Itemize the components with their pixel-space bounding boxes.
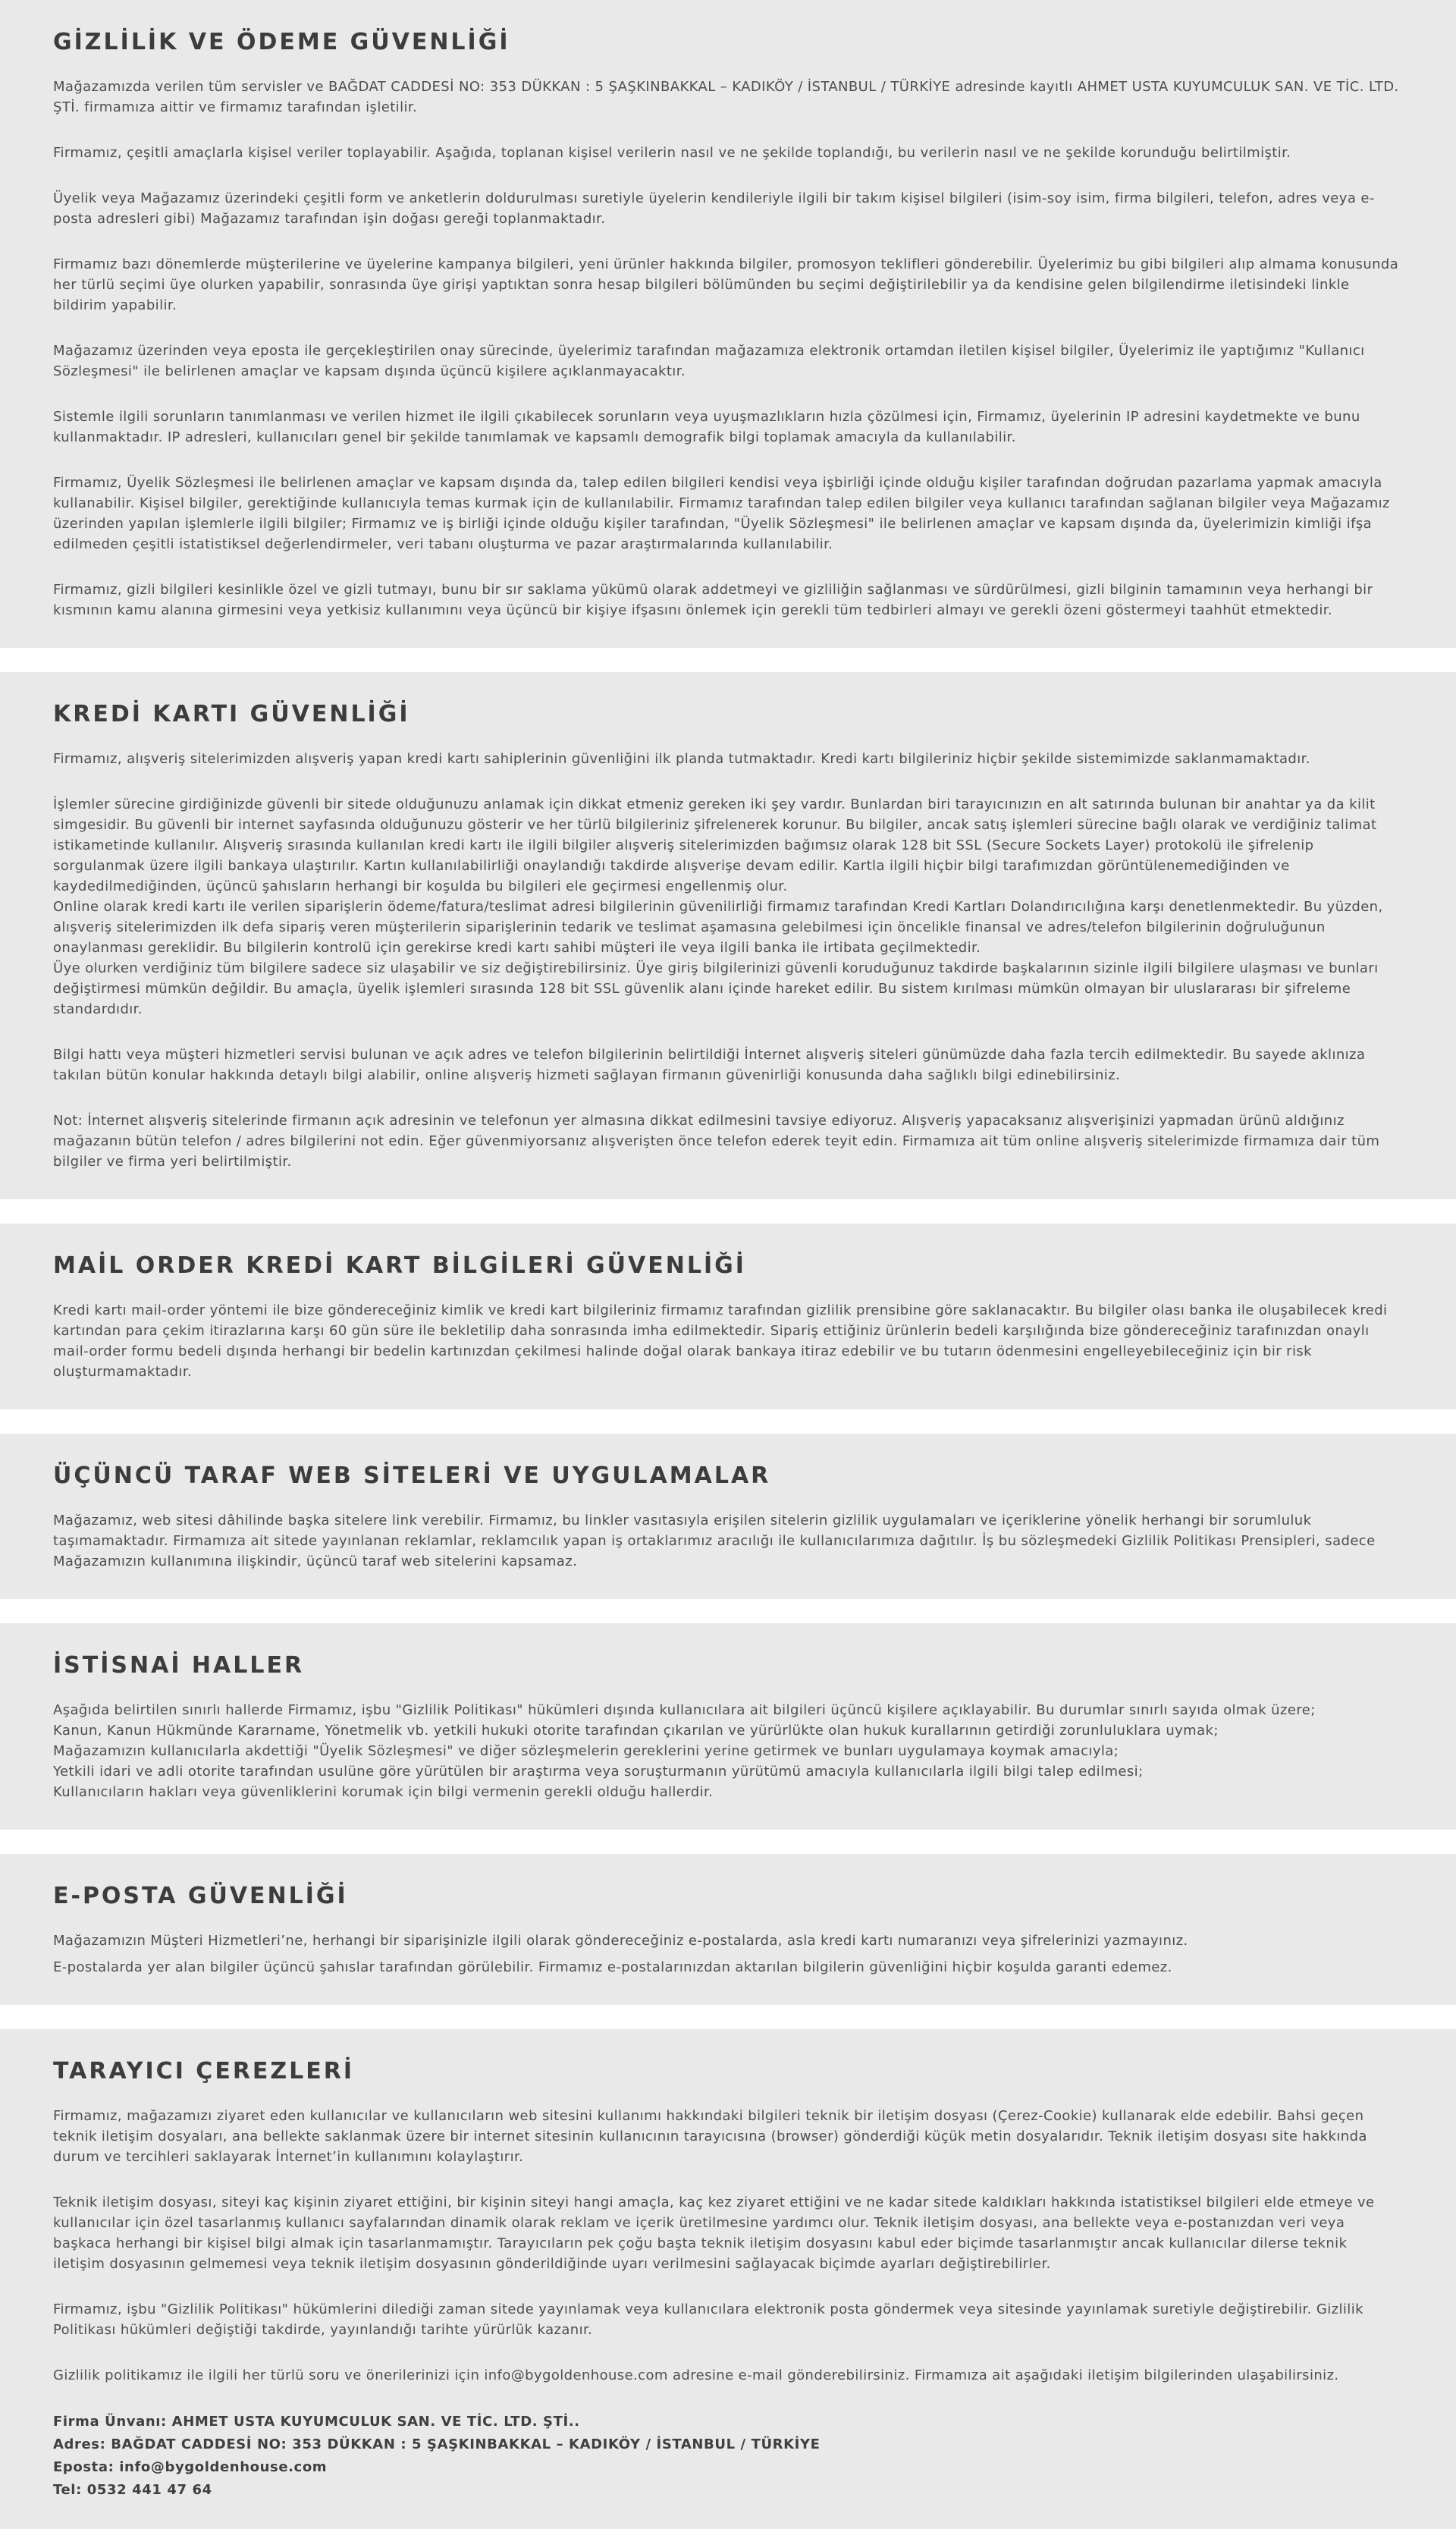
paragraph: Firmamız bazı dönemlerde müşterilerine ve üyelerine kampanya bilgileri, yeni ürünler hakkında bilgiler, promosyon teklifleri gönderebilir. Üyelerimiz bu gibi bilgileri alıp almama konusunda her türlü seçimi üye olurken yapabilir, sonrasında üye girişi yaptıktan sonra hesap bilgileri bölümünden bu seçimi değiştirilebilir ya da kendisine gelen bilgilendirme iletisindeki linkle bildirim yapabilir. bbox=[53, 256, 1399, 313]
section-title: KREDİ KARTI GÜVENLİĞİ bbox=[53, 701, 410, 727]
paragraph: Bilgi hattı veya müşteri hizmetleri servisi bulunan ve açık adres ve telefon bilgilerinin belirtildiği İnternet alışveriş siteleri günümüzde daha fazla tercih edilmektedir. Bu sayede aklınıza takılan bütün konular hakkında detaylı bilgi alabilir, online alışveriş hizmeti sağlayan firmanın güvenirliği konusunda daha sağlıklı bilgi edinebilirsiniz. bbox=[53, 1047, 1366, 1083]
privacy-payment-section bbox=[0, 0, 1456, 648]
exceptions-section bbox=[0, 1623, 1456, 1830]
paragraph: Üyelik veya Mağazamız üzerindeki çeşitli form ve anketlerin doldurulması suretiyle üyelerin kendileriyle ilgili bir takım kişisel bilgileri (isim-soy isim, firma bilgileri, telefon, adres veya e-posta adresleri gibi) Mağazamız tarafından işin doğası gereği toplanmaktadır. bbox=[53, 190, 1375, 227]
text-line: Mağazamızın kullanıcılarla akdettiği "Üyelik Sözleşmesi" ve diğer sözleşmelerin gereklerini yerine getirmek ve bunları uygulamaya koymak amacıyla; bbox=[53, 1743, 1119, 1759]
section-title: TARAYICI ÇEREZLERİ bbox=[53, 2058, 355, 2084]
section-title: E-POSTA GÜVENLİĞİ bbox=[53, 1883, 348, 1909]
paragraph: Üye olurken verdiğiniz tüm bilgilere sadece siz ulaşabilir ve siz değiştirebilirsiniz. Üye giriş bilgilerinizi güvenli koruduğunuz takdirde başkalarının sizinle ilgili bilgilere ulaşması ve bunları değiştirmesi mümkün değildir. Bu amaçla, üyelik işlemleri sırasında 128 bit SSL güvenlik alanı içinde hareket edilir. Bu sistem kırılması mümkün olmayan bir uluslararası bir şifreleme standardıdır. bbox=[53, 960, 1379, 1017]
paragraph: Firmamız, alışveriş sitelerimizden alışveriş yapan kredi kartı sahiplerinin güvenliğini ilk planda tutmaktadır. Kredi kartı bilgileriniz hiçbir şekilde sistemimizde saklanmamaktadır. bbox=[53, 751, 1310, 767]
contact-info bbox=[53, 2411, 1403, 2502]
company-name: Firma Ünvanı: AHMET USTA KUYUMCULUK SAN. VE TİC. LTD. ŞTİ.. bbox=[53, 2414, 580, 2430]
paragraph: Not: İnternet alışveriş sitelerinde firmanın açık adresinin ve telefonun yer almasına dikkat edilmesini tavsiye ediyoruz. Alışveriş yapacaksanız alışverişinizi yapmadan ürünü aldığınız mağazanın bütün telefon / adres bilgilerini not edin. Eğer güvenmiyorsanız alışverişten önce telefon ederek teyit edin. Firmamıza ait tüm online alışveriş sitelerimizde firmamıza dair tüm bilgiler ve firma yeri belirtilmiştir. bbox=[53, 1113, 1380, 1170]
company-address: Adres: BAĞDAT CADDESİ NO: 353 DÜKKAN : 5 ŞAŞKINBAKKAL – KADIKÖY / İSTANBUL / TÜRKİYE bbox=[53, 2436, 821, 2452]
section-title: GİZLİLİK VE ÖDEME GÜVENLİĞİ bbox=[53, 29, 510, 55]
paragraph: İşlemler sürecine girdiğinizde güvenli bir sitede olduğunuzu anlamak için dikkat etmeniz gereken iki şey vardır. Bunlardan biri tarayıcınızın en alt satırında bulunan bir anahtar ya da kilit simgesidir. Bu güvenli bir internet sayfasında olduğunuzu gösterir ve her türlü bilgileriniz şifrelenerek korunur. Bu bilgiler, ancak satış işlemleri sürecine bağlı olarak ve verdiğiniz talimat istikametinde kullanılır. Alışveriş sırasında kullanılan kredi kartı ile ilgili bilgiler alışveriş sitelerimizden bağımsız olarak 128 bit SSL (Secure Sockets Layer) protokolü ile şifrelenip sorgulanmak üzere ilgili bankaya ulaştırılır. Kartın kullanılabilirliği onaylandığı takdirde alışverişe devam edilir. Kartla ilgili hiçbir bilgi tarafımızdan görüntülenemediğinden ve kaydedilmediğinden, üçüncü şahısların herhangi bir koşulda bu bilgileri ele geçirmesi engellenmiş olur. bbox=[53, 796, 1377, 894]
email-security-section bbox=[0, 1854, 1456, 2005]
paragraph: Sistemle ilgili sorunların tanımlanması ve verilen hizmet ile ilgili çıkabilecek sorunların veya uyuşmazlıkların hızla çözülmesi için, Firmamız, üyelerinin IP adresini kaydetmekte ve bunu kullanmaktadır. IP adresleri, kullanıcıları genel bir şekilde tanımlamak ve kapsamlı demografik bilgi toplamak amacıyla da kullanılabilir. bbox=[53, 409, 1360, 445]
paragraph: Gizlilik politikamız ile ilgili her türlü soru ve önerilerinizi için info@bygoldenhouse.com adresine e-mail gönderebilirsiniz. Firmamıza ait aşağıdaki iletişim bilgilerinden ulaşabilirsiniz. bbox=[53, 2367, 1339, 2383]
paragraph: Firmamız, gizli bilgileri kesinlikle özel ve gizli tutmayı, bunu bir sır saklama yükümü olarak addetmeyi ve gizliliğin sağlanması ve sürdürülmesi, gizli bilginin tamamının veya herhangi bir kısmının kamu alanına girmesini veya yetkisiz kullanımını veya üçüncü bir kişiye ifşasını önlemek için gerekli tüm tedbirleri almayı ve gerekli özeni göstermeyi taahhüt etmektedir. bbox=[53, 582, 1373, 618]
paragraph: Firmamız, Üyelik Sözleşmesi ile belirlenen amaçlar ve kapsam dışında da, talep edilen bilgileri kendisi veya işbirliği içinde olduğu kişiler tarafından doğrudan pazarlama yapmak amacıyla kullanabilir. Kişisel bilgiler, gerektiğinde kullanıcıyla temas kurmak için de kullanılabilir. Firmamız tarafından talep edilen bilgiler veya kullanıcı tarafından sağlanan bilgiler veya Mağazamız üzerinden yapılan işlemlerle ilgili bilgiler; Firmamız ve iş birliği içinde olduğu kişiler tarafından, "Üyelik Sözleşmesi" ile belirlenen amaçlar ve kapsam dışında da, üyelerimizin kimliği ifşa edilmeden çeşitli istatistiksel değerlendirmeler, veri tabanı oluşturma ve pazar araştırmalarında kullanılabilir. bbox=[53, 475, 1390, 552]
section-title: ÜÇÜNCÜ TARAF WEB SİTELERİ VE UYGULAMALAR bbox=[53, 1462, 771, 1489]
text-line: Mağazamızın Müşteri Hizmetleri’ne, herhangi bir siparişinizle ilgili olarak göndereceğiniz e-postalarda, asla kredi kartı numaranızı veya şifrelerinizi yazmayınız. bbox=[53, 1933, 1188, 1949]
company-email: Eposta: info@bygoldenhouse.com bbox=[53, 2459, 328, 2475]
paragraph: Kredi kartı mail-order yöntemi ile bize göndereceğiniz kimlik ve kredi kart bilgileriniz firmamız tarafından gizlilik prensibine göre saklanacaktır. Bu bilgiler olası banka ile oluşabilecek kredi kartından para çekim itirazlarına karşı 60 gün süre ile bekletilip daha sonrasında imha edilmektedir. Sipariş ettiğiniz ürünlerin bedeli karşılığında bize göndereceğiniz tarafınızdan onaylı mail-order formu bedeli dışında herhangi bir bedelin kartınızdan çekilmesi halinde doğal olarak bankaya itiraz edebilir ve bu tutarın ödenmesini engelleyebileceğiniz için bir risk oluşturmamaktadır. bbox=[53, 1302, 1388, 1380]
browser-cookies-section bbox=[0, 2029, 1456, 2529]
paragraph: Firmamız, çeşitli amaçlarla kişisel veriler toplayabilir. Aşağıda, toplanan kişisel verilerin nasıl ve ne şekilde toplandığı, bu verilerin nasıl ve ne şekilde korunduğu belirtilmiştir. bbox=[53, 145, 1291, 161]
paragraph: Mağazamız, web sitesi dâhilinde başka sitelere link verebilir. Firmamız, bu linkler vasıtasıyla erişilen sitelerin gizlilik uygulamaları ve içeriklerine yönelik herhangi bir sorumluluk taşımamaktadır. Firmamıza ait sitede yayınlanan reklamlar, reklamcılık yapan iş ortaklarımız aracılığı ile kullanıcılarımıza dağıtılır. İş bu sözleşmedeki Gizlilik Politikası Prensipleri, sadece Mağazamızın kullanımına ilişkindir, üçüncü taraf web sitelerini kapsamaz. bbox=[53, 1513, 1376, 1569]
paragraph: Firmamız, işbu "Gizlilik Politikası" hükümlerini dilediği zaman sitede yayınlamak veya kullanıcılara elektronik posta göndermek veya sitesinde yayınlamak suretiyle değiştirebilir. Gizlilik Politikası hükümleri değiştiği takdirde, yayınlandığı tarihte yürürlük kazanır. bbox=[53, 2301, 1363, 2338]
paragraph: Mağazamızda verilen tüm servisler ve BAĞDAT CADDESİ NO: 353 DÜKKAN : 5 ŞAŞKINBAKKAL – KADIKÖY / İSTANBUL / TÜRKİYE adresinde kayıtlı AHMET USTA KUYUMCULUK SAN. VE TİC. LTD. ŞTİ. firmamıza aittir ve firmamız tarafından işletilir. bbox=[53, 79, 1399, 115]
section-title: İSTİSNAİ HALLER bbox=[53, 1652, 305, 1679]
paragraph: Mağazamız üzerinden veya eposta ile gerçekleştirilen onay sürecinde, üyelerimiz tarafından mağazamıza elektronik ortamdan iletilen kişisel bilgiler, Üyelerimiz ile yaptığımız "Kullanıcı Sözleşmesi" ile belirlenen amaçlar ve kapsam dışında üçüncü kişilere açıklanmayacaktır. bbox=[53, 343, 1365, 379]
paragraph: Online olarak kredi kartı ile verilen siparişlerin ödeme/fatura/teslimat adresi bilgilerinin güvenilirliği firmamız tarafından Kredi Kartları Dolandırıcılığına karşı denetlenmektedir. Bu yüzden, alışveriş sitelerimizden ilk defa sipariş veren müşterilerin siparişlerinin tedarik ve teslimat aşamasına gelebilmesi için öncelikle finansal ve adres/telefon bilgilerinin doğruluğunun onaylanması gereklidir. Bu bilgilerin kontrolü için gerekirse kredi kartı sahibi müşteri ile veya ilgili banka ile irtibata geçilmektedir. bbox=[53, 899, 1383, 956]
text-line: Aşağıda belirtilen sınırlı hallerde Firmamız, işbu "Gizlilik Politikası" hükümleri dışında kullanıcılara ait bilgileri üçüncü kişilere açıklayabilir. Bu durumlar sınırlı sayıda olmak üzere; bbox=[53, 1702, 1316, 1718]
text-line: E-postalarda yer alan bilgiler üçüncü şahıslar tarafından görülebilir. Firmamız e-postalarınızdan aktarılan bilgilerin güvenliğini hiçbir koşulda garanti edemez. bbox=[53, 1959, 1172, 1975]
text-line: Kullanıcıların hakları veya güvenliklerini korumak için bilgi vermenin gerekli olduğu hallerdir. bbox=[53, 1784, 714, 1800]
credit-card-security-section bbox=[0, 672, 1456, 1199]
company-phone: Tel: 0532 441 47 64 bbox=[53, 2482, 212, 2498]
paragraph: Teknik iletişim dosyası, siteyi kaç kişinin ziyaret ettiğini, bir kişinin siteyi hangi amaçla, kaç kez ziyaret ettiğini ve ne kadar sitede kaldıkları hakkında istatistiksel bilgileri elde etmeye ve kullanıcılar için özel tasarlanmış kullanıcı sayfalarından dinamik olarak reklam ve içerik üretilmesine yardımcı olur. Teknik iletişim dosyası, ana bellekte veya e-postanızdan veri veya başkaca herhangi bir kişisel bilgi almak için tasarlanmamıştır. Tarayıcıların pek çoğu başta teknik iletişim dosyasını kabul eder biçimde tasarlanmıştır ancak kullanıcılar dilerse teknik iletişim dosyasının gelmemesi veya teknik iletişim dosyasının gönderildiğinde uyarı verilmesini sağlayacak biçimde ayarları değiştirebilirler. bbox=[53, 2194, 1375, 2272]
text-line: Kanun, Kanun Hükmünde Kararname, Yönetmelik vb. yetkili hukuki otorite tarafından çıkarılan ve yürürlükte olan hukuk kurallarının getirdiği zorunluluklara uymak; bbox=[53, 1723, 1219, 1739]
section-title: MAİL ORDER KREDİ KART BİLGİLERİ GÜVENLİĞİ bbox=[53, 1252, 746, 1279]
mail-order-security-section bbox=[0, 1224, 1456, 1409]
text-line: Yetkili idari ve adli otorite tarafından usulüne göre yürütülen bir araştırma veya soruşturmanın yürütümü amacıyla kullanıcılarla ilgili bilgi talep edilmesi; bbox=[53, 1764, 1144, 1780]
third-party-section bbox=[0, 1434, 1456, 1599]
paragraph: Firmamız, mağazamızı ziyaret eden kullanıcılar ve kullanıcıların web sitesini kullanımı hakkındaki bilgileri teknik bir iletişim dosyası (Çerez-Cookie) kullanarak elde edebilir. Bahsi geçen teknik iletişim dosyaları, ana bellekte saklanmak üzere bir internet sitesinin kullanıcının tarayıcısına (browser) gönderdiği küçük metin dosyalarıdır. Teknik iletişim dosyası site hakkında durum ve tercihleri saklayarak İnternet’in kullanımını kolaylaştırır. bbox=[53, 2108, 1367, 2165]
